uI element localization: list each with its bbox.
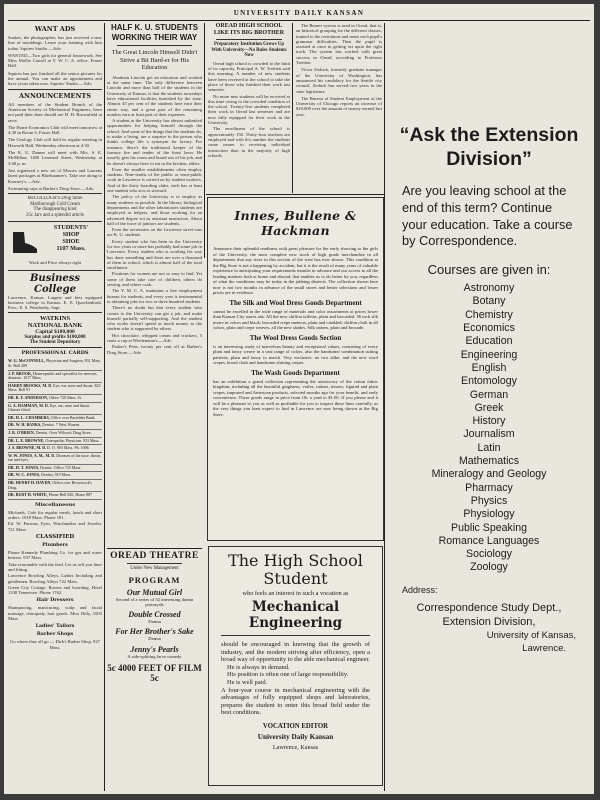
card-name: DR. H. L. CHAMBERS, xyxy=(8,414,50,420)
card-name: DR. HENRY H. HAYDN, xyxy=(8,480,52,486)
card-name: J. S. BROWNE, M. D. xyxy=(8,445,47,451)
wool-dept-heading: The Wool Dress Goods Section xyxy=(249,333,342,342)
bank-line: WATKINS xyxy=(39,315,71,323)
wash-dept-heading: The Wash Goods Department xyxy=(251,368,340,377)
shoe-footer: Work and Price always right xyxy=(28,259,82,265)
shoe-shop-name xyxy=(42,224,100,252)
address-line: Lawrence. xyxy=(522,642,566,654)
course-item: Pharmacy xyxy=(465,481,513,494)
program-desc: Drama xyxy=(148,636,161,642)
working-way-subhead: The Great Lincoln Himself Didn't Strive a Bit Hard-er for His Education xyxy=(111,49,198,72)
course-item: Journalism xyxy=(463,428,515,441)
masthead-rule xyxy=(8,20,590,21)
card-name: DR. W. H. BANKS, xyxy=(8,422,42,428)
bank-line: Surplus and profits $100,000 xyxy=(24,335,86,341)
course-item: Public Speaking xyxy=(451,521,527,534)
professional-card xyxy=(8,430,102,438)
column-two xyxy=(107,23,202,791)
card-text: Office over Barteldes Bank. xyxy=(50,414,96,420)
newspaper-page xyxy=(4,4,594,794)
article-paragraph: The Barnes system is used in Oread, that is, an historical grouping for the different classes, trained to the recitations and notes each pupil's grammar difficulties. Then the pupil is assisted at once in getting set upon the right track. The system has worked with great success in Oread, according to Professor Trettien. xyxy=(296,23,382,66)
program-title: Jenny's Pearls xyxy=(130,644,179,654)
wool-dept-text: is an interesting study of marvelous beauty and exceptional values, consisting of every plain and fancy weave in a vast range of colors, also the handsome combination suiting patterns, plain and fancy to match. Very exclusive, no two alike, and the new wool crepes, broad cloth and handsome shirting crepes. xyxy=(213,343,378,365)
article-paragraph: A student at the University has almost unlimited opportunities for helping himself through the school. And some of the things that the students do, to make a living, are a surprise to the person who thinks college life a synonym for luxury. For instance, there's the traditional keeper of the furnace fire and tender of the front lawn. He usually gets his room and board out of his job, and he doesn't always have to eat in the kitchen, either. xyxy=(107,118,202,166)
column-rule xyxy=(292,23,293,193)
working-way-headline xyxy=(107,23,202,42)
headline-line: WORKING THEIR WAY xyxy=(111,32,198,42)
misc-list xyxy=(8,510,102,532)
plumbers-heading: Plumbers xyxy=(42,542,68,549)
shoe-line: STUDENTS' xyxy=(53,223,89,231)
article-paragraph: There's no doubt but that every student who comes to the University can get a job, and make himself partially self-supporting. And the student who works doesn't spend as much money as the student who is supported by others. xyxy=(107,305,202,332)
professional-card xyxy=(8,403,102,415)
address-line: Extension Division, xyxy=(442,615,536,628)
high-school-student-ad xyxy=(208,546,383,786)
program-title: Double Crossed xyxy=(128,610,181,620)
article-paragraph: The enrollment of the school is approximately 150. Thirty-four teachers are employed and with th's number the students come nearer to receiving individual instruction than in the majority of high schools. xyxy=(208,126,290,158)
course-item: Education xyxy=(465,335,513,348)
card-text: Physician and Surgeon, 831 Mass. St. Bell 209 xyxy=(8,358,102,368)
program-title: Our Mutual Girl xyxy=(126,587,183,597)
innes-logo: Innes, Bullene & Hackman xyxy=(234,208,357,238)
card-name: DR. BURT H. WHITE, xyxy=(8,492,48,498)
theatre-footer: 5c 4000 FEET OF FILM 5c xyxy=(107,662,202,683)
card-text: Osteopathic Physician, 933 Mass. xyxy=(45,437,100,443)
misc-item: Ed. W. Parsons, Eyes, Watchmaker and Jeweler. 721 Mass. xyxy=(8,521,102,532)
high-school-para-2: A four-year course in mechanical engineering with the advantages of fully equipped shops and laboratories, prepares the student to enter this broad field under the best conditions. xyxy=(221,686,370,717)
professional-card xyxy=(8,415,102,423)
want-ad: Squires has just finished all the senior pictures for the annual. You can make an appointment and have yours taken now. Squires' Studio.—Adv. xyxy=(8,70,102,87)
professional-card xyxy=(8,465,102,473)
watkins-bank-ad xyxy=(8,315,102,345)
ladies-tailors-heading: Ladies' Tailors xyxy=(35,623,75,630)
card-text: D. O. 903 Mass. Ph. 1006 xyxy=(47,445,89,451)
mccolloch-line: 25c Jars and a splendid article xyxy=(26,212,84,218)
address-label: Address: xyxy=(402,584,438,595)
course-item: German xyxy=(469,388,509,401)
course-item: Romance Languages xyxy=(438,534,540,547)
article-paragraph: The Bureau of Student Employment of the University of Chicago reports an increase of $10,000 over the amount of money earned last year. xyxy=(296,95,382,117)
mccolloch-ad xyxy=(8,196,102,218)
course-item: Mathematics xyxy=(458,455,520,468)
shoe-line: SHOP xyxy=(62,230,80,238)
course-item: Zoology xyxy=(470,561,508,574)
announcement: Swimming caps at Barber's Drug Store.—Adv. xyxy=(8,185,95,191)
column-rule xyxy=(104,23,105,791)
divider xyxy=(107,548,202,549)
misc-heading: Miscellaneous xyxy=(34,501,76,508)
silk-dept-heading: The Silk and Wool Dress Goods Department xyxy=(229,298,362,307)
business-college-title: Business College xyxy=(29,272,81,295)
card-name: DR. L. E. BROWNE, xyxy=(8,437,45,443)
headline-line: OREAD HIGH SCHOOL xyxy=(215,23,283,29)
announcements-heading: ANNOUNCEMENTS xyxy=(19,91,91,100)
article-paragraph: Oread high school is crowded to the limit of its capacity, Principal A. W. Trettien said this morning. A number of new students have been received at the school to take the place of those who finished their work last semester. xyxy=(208,60,290,93)
card-name: W. G. McCONNELL, xyxy=(8,358,46,364)
card-text: Phone Bell 826, Home 887 xyxy=(48,492,93,498)
classified-heading: CLASSIFIED xyxy=(35,534,75,541)
professional-card xyxy=(8,395,102,403)
announcements-list xyxy=(8,102,102,191)
course-item: Sociology xyxy=(466,548,512,561)
course-item: Economics xyxy=(463,322,515,335)
course-item: Chemistry xyxy=(465,308,513,321)
divider xyxy=(8,347,102,348)
card-text: Office over Bowersock's Drug. xyxy=(8,480,92,490)
masthead: UNIVERSITY DAILY KANSAN xyxy=(233,9,365,17)
column-rule xyxy=(384,23,385,791)
course-item: Physiology xyxy=(463,508,515,521)
announcement: The K. U. Dames will meet with Mrs. S. E. McMillan, 1400 Learnard Street, Wednesday at 3:00 p. m. xyxy=(8,150,102,166)
shoe-icon xyxy=(10,226,40,256)
high-school-subtitle: who feels an interest in such a vocation as xyxy=(242,590,349,597)
mccolloch-line: Marlborough Cold Cream xyxy=(30,201,80,207)
course-item: Latin xyxy=(477,441,501,454)
headline-line: LIKE ITS BIG BROTHER xyxy=(213,30,285,36)
professional-card xyxy=(8,492,102,500)
professional-cards xyxy=(8,358,102,499)
course-item: Engineering xyxy=(460,348,518,361)
mccolloch-line: The disappearing kind xyxy=(33,207,77,213)
professional-heading: PROFESSIONAL CARDS xyxy=(21,350,89,357)
plumbers-list xyxy=(8,550,102,595)
bank-line: Capital $100,000 xyxy=(35,329,75,336)
column-four xyxy=(296,23,382,193)
divider xyxy=(8,221,102,222)
card-text: Dentist. Over Wilson's Drug Store. xyxy=(35,429,92,435)
want-ad: WANTED—Two girls for general housework. See Miss Mollie Carroll at Y. W. C. A. office, Fraser Hall. xyxy=(8,52,102,69)
mccolloch-line: McCOLLOCH'S Drug Store xyxy=(27,196,83,202)
program-desc: A side-splitting farce comedy xyxy=(127,653,182,659)
professional-card xyxy=(8,422,102,430)
column-four-body xyxy=(296,23,382,117)
plumber-item: Lawrence Bowling Alleys, Ladies Including and gentlemen. Bowling Alleys 722 Mass. xyxy=(8,573,102,584)
high-school-line: His position is often one of large responsibility. xyxy=(227,671,349,679)
extension-headline: “Ask the Extension Division” xyxy=(399,124,579,170)
wash-dept-text: has an exhibition a grand collection representing the aristocracy of the cotton fabric kingdom, including all the beautiful ginghams, voiles, ratines, tissues, figured and plain crepes, imported and American products, selected months ago for your benefit, and early convenience. These goods range in price from 10c a yard to $1.00. If you please and it will be a pleasure to you as well as profitable for you to inspect these lines carefully, as the very things you least expect to find in Lawrence are now being shown at the Big Store. xyxy=(213,378,378,417)
card-text: Dentist. Office 725 Mass. xyxy=(40,464,82,470)
theatre-program-heading: PROGRAM xyxy=(128,574,181,585)
oread-high-body xyxy=(208,61,290,158)
professional-card xyxy=(8,445,102,453)
plumber-item: Green City Cottage. Rooms and boarding. Hotel 1330 Tennessee. Phone 1762. xyxy=(8,584,102,596)
divider xyxy=(8,270,102,271)
card-name: DR. H. T. JONES, xyxy=(8,464,40,470)
oread-high-headline xyxy=(208,23,290,37)
course-item: Botany xyxy=(472,295,506,308)
extension-division-ad xyxy=(388,23,590,791)
article-paragraph: Positions for women are not so easy to find. Yet some of them take care of children, others do sewing, and others cook. xyxy=(107,271,202,288)
hair-list xyxy=(8,605,102,621)
course-item: English xyxy=(471,361,507,374)
card-text: Eye, ear, nose and throat. 823 Mass. Bell 91 xyxy=(8,382,101,393)
professional-card xyxy=(8,383,102,395)
column-rule xyxy=(204,23,205,258)
working-way-article xyxy=(107,75,202,545)
innes-intro: Announce their splendid readiness with great pleasure for the early showing to the girls of the University, the most complete new stock of high grade merchandise in all departments that any store in this section of the west has ever shown. This condition at the Big Store is not a happening by accident, but it is the result of many years of valuable experience in anticipating your requirements months in advance and our access to all the leading markets both at home and abroad, that enables us to do better by you, regardless of what the conditions may be today in the jobbing districts. The collection shown here now is not two months in advance of the small stores and better selections and lower prices are in evidence. xyxy=(213,246,378,295)
headline-line: HALF K. U. STUDENTS xyxy=(110,23,199,32)
address-block xyxy=(388,601,590,655)
course-item: History xyxy=(472,415,506,428)
shoe-line: 1107 Mass. xyxy=(56,244,86,252)
students-shoe-shop-ad xyxy=(8,224,102,268)
announcement: Just organized a new set of Mosses and Laurens latest packages at Bluebaumer's. Take one along to Kearney's.—Adv. xyxy=(8,167,102,184)
card-name: DR. W. C. JONES, xyxy=(8,472,41,478)
column-one xyxy=(8,23,102,791)
address-line: Correspondence Study Dept., xyxy=(416,601,562,614)
vocation-name: Mechanical Engineering xyxy=(248,599,343,631)
high-school-para-1: should be encouraged in knowing that the growth of industry, and the modern striving after efficiency, open a broad way of opportunity to the able mechanical engineer. xyxy=(221,641,370,664)
shoe-line: SHOE xyxy=(62,237,80,245)
city-name: Lawrence, Kansas xyxy=(272,743,319,751)
barber-heading: Barber Shops xyxy=(36,631,74,638)
want-ad: Suakes, the photographer, has just received a new line of mouldings. Leave your framing with him today. Squires Studio.—Adv. xyxy=(8,35,102,51)
divider xyxy=(216,39,282,40)
article-paragraph: No more new students will be received at this time owing to the crowded condition of the school. Twenty-five students completed their work in Oread last semester and are now fully equipped for their work in the University. xyxy=(208,93,290,126)
article-paragraph: Abraham Lincoln got an education and worked at the same time. The only difference between Lincoln and more than half of the students in the University of Kansas, is that the students nowadays have educational facilities furnished by the state. Almost 45 per cent of the students here earn their entire way, and a great part of the remaining number earn at least part of their expenses. xyxy=(107,74,202,117)
divider xyxy=(8,89,102,90)
bank-line: The Student Depository xyxy=(29,340,81,346)
hair-heading: Hair Dressers xyxy=(36,597,74,604)
program-desc: Second of a series of 52 interesting drama portrayals xyxy=(115,596,194,607)
professional-card xyxy=(8,472,102,480)
card-text: Office 720 Mass. St. xyxy=(48,394,82,400)
course-item: Physics xyxy=(470,494,508,507)
card-text: Dentist. 7 West Warren. xyxy=(42,422,81,428)
announcement: The Geology Club will hold its regular meeting in Haworth Hall, Wednesday afternoon at 4:30. xyxy=(8,137,102,148)
card-text: Homeopathic and specialist for nervous diseases. 1017 Mass. xyxy=(8,370,97,381)
course-item: Entomology xyxy=(461,375,517,388)
theatre-title: OREAD THEATRE xyxy=(110,550,199,561)
divider xyxy=(8,193,102,194)
professional-card xyxy=(8,371,102,383)
paper-name: University Daily Kansan xyxy=(257,732,334,741)
card-name: DR. R. F. ANDERSON, xyxy=(8,394,48,400)
card-text: Eye, ear, nose and throat. Glasses fitted. xyxy=(8,402,91,413)
oread-high-article xyxy=(208,23,290,193)
address-line: University of Kansas, xyxy=(486,629,576,641)
divider xyxy=(206,194,384,195)
article-paragraph: Parker's Pens, twenty per cent off at Barber's Drug Store.—Adv. xyxy=(107,344,202,355)
want-ads-heading: WANT ADS xyxy=(34,25,76,33)
program-desc: Drama xyxy=(148,619,161,625)
theatre-management: Under New Management xyxy=(130,565,179,571)
article-paragraph: Victor Zeduck, formerly graduate manager of the University of Washington, has announced his candidacy for the Seattle city council. Zeduck has served two years in the state legislature. xyxy=(296,67,382,94)
high-school-line: He is always in demand. xyxy=(227,663,290,671)
courses-list xyxy=(388,282,590,575)
professional-card xyxy=(8,480,102,492)
oread-high-subhead: Preparatory Institution Grows Up With University—No Rules Students Now xyxy=(211,42,287,59)
card-name: W. W. JONES, A. M., M. D. xyxy=(8,452,56,458)
want-ads-list xyxy=(8,35,102,87)
article-paragraph: Every student who has been in the University for two years or more has probably had some job in Lawrence. Every student who is working his way has done something and there are over a thousand of them in school, which is almost half of the total enrollment. xyxy=(107,238,202,271)
extension-question: Are you leaving school at the end of this term? Continue your education. Take a course by Correspondence. xyxy=(402,183,573,249)
vocation-editor: VOCATION EDITOR xyxy=(262,722,329,730)
article-paragraph: Even the secretaries on the Lawrence street-cars are K. U. students. xyxy=(107,227,202,238)
divider xyxy=(127,563,182,564)
high-school-line: He is well paid. xyxy=(227,678,268,686)
professional-card xyxy=(8,358,102,370)
card-text: Diseases of the nose, throat, ear and eyes. xyxy=(8,452,102,463)
card-name: J. P. BROOK, xyxy=(8,370,32,376)
course-item: Astronomy xyxy=(463,282,515,295)
course-item: Mineralogy and Geology xyxy=(431,468,547,481)
courses-label: Courses are given in: xyxy=(427,262,551,278)
silk-dept-text: cannot be excelled in the wide range of materials and color assortments at prices lower than Kansas City stores ask. All the new chiffon taffetas, plain and brocaded. 36 inch silk moire in colors and black; brocaded crepe meteors, plain and crinkled; chiffon cloth in all colors, plain and crepe weaves, all the new shades. Silk ratines, plain and brocade. xyxy=(213,308,378,330)
plumber-item: Take reasonable with the feed. Let us sell you finer and fitting. xyxy=(8,561,102,572)
professional-card xyxy=(8,438,102,446)
misc-item: Michaels, Cafe for regular meals, lunch and short orders. 1018 Mass. Phone 181. xyxy=(8,509,102,521)
divider xyxy=(117,45,192,46)
business-college-text: Lawrence, Kansas. Largest and best equipped business college in Kansas. E. E. Quackenbush, Pres.; E. S. Weatherby, Supt. xyxy=(8,294,102,311)
card-name: HARRY BROOKS, M. D. xyxy=(8,382,53,388)
article-paragraph: The policy of the University is to employ as many students as possible. In the library, biological departments and the other laboratories students are employed as helpers, and those working for an advanced degree act as assistant instructors. About half of the force of janitors are students. xyxy=(107,194,202,226)
card-name: J. R. O'BRIEN, xyxy=(8,429,35,435)
course-item: Greek xyxy=(474,401,504,414)
divider xyxy=(221,635,370,636)
hair-item: Shampooing, manicuring, scalp and facial massage, chiropody, hair goods. Miss Dilly, 1005 Mass. xyxy=(8,605,102,622)
announcement: The Home Economics Club will meet tomorrow at 4:30 in Room 9, Fraser Hall. xyxy=(8,124,102,136)
card-text: Dentist, 919 Mass. xyxy=(41,472,72,478)
innes-bullene-hackman-ad xyxy=(207,197,384,541)
high-school-title: The High School Student xyxy=(228,551,363,588)
bank-line: NATIONAL BANK xyxy=(27,322,83,330)
card-name: G. A. HAMMAN, M. D. xyxy=(8,402,49,408)
theatre-program-list xyxy=(107,588,202,659)
plumber-item: Phone Kennedy Plumbing Co. for gas and water heaters. 937 Mass. xyxy=(8,550,102,561)
article-paragraph: Even the smaller establishments often employ students. Nine-tenths of the public or semi-public work in Lawrence is carried on by student workers. And of the thirty boarding clubs, each has at least one student who acts as steward. xyxy=(107,166,202,194)
barber-text: Go where they all go — Dirk's Barber Shop, 927 Mass. xyxy=(10,639,100,650)
oread-theatre-ad xyxy=(107,551,202,683)
article-paragraph: Hot chocolate, whipped cream and crackers, 5 cents a cup at Wiedemann's.—Adv. xyxy=(107,332,202,344)
article-paragraph: The Y. M. C. A. maintains a free employment bureau for students, and every year is instrumental in obtaining jobs for two or three hundred students. xyxy=(107,288,202,304)
divider xyxy=(8,312,102,313)
professional-card xyxy=(8,453,102,465)
program-title: For Her Brother's Sake xyxy=(115,627,194,637)
announcement: All members of the Student Branch of the American Society of Mechanical Engineers, have not paid their dues should see H. H. Brownfield at once. xyxy=(8,101,102,123)
